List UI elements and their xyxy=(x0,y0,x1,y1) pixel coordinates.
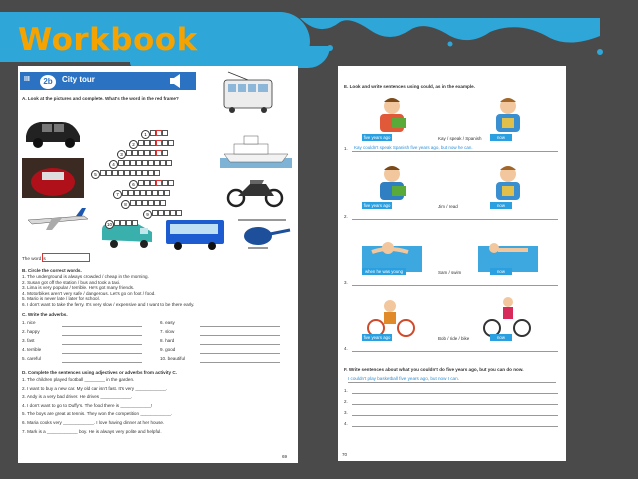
prompt-words: Sam / swim xyxy=(438,270,462,275)
answer-line[interactable] xyxy=(352,393,558,394)
child-illustration xyxy=(362,162,422,206)
answer-line[interactable] xyxy=(352,151,558,152)
prompt-words: Bob / ride / bike xyxy=(438,336,470,341)
boy-illustration xyxy=(478,162,538,206)
crossword-cell[interactable] xyxy=(168,140,174,146)
workbook-page-right xyxy=(338,66,566,461)
example-answer: Kay couldn't speak Spanish five years ago, but now he can. xyxy=(354,145,473,150)
answer-line[interactable] xyxy=(352,351,558,352)
time-label-right: now xyxy=(490,134,512,141)
exercise-d-item: 5. The boys are great at tennis. They won the competition ____________. xyxy=(22,411,173,417)
time-label-left: five years ago xyxy=(363,203,391,208)
unit-marker: III xyxy=(24,76,30,83)
answer-line[interactable] xyxy=(352,415,558,416)
crossword-cell[interactable] xyxy=(162,150,168,156)
answer-line[interactable] xyxy=(200,353,280,354)
exercise-f-example: I couldn't play basketball five years ago, but now I can. xyxy=(348,376,459,381)
child-illustration xyxy=(362,94,422,138)
exercise-c-word: 9. good xyxy=(160,347,176,352)
exercise-c-instruction: C. Write the adverbs. xyxy=(22,312,68,317)
crossword-grid xyxy=(18,66,298,266)
time-label-left: when he was young xyxy=(362,268,406,275)
exercise-d-item: 3. Andy is a very bad driver. He drives ____________. xyxy=(22,394,133,400)
answer-line[interactable] xyxy=(200,362,280,363)
answer-line[interactable] xyxy=(352,285,558,286)
time-label-right: now xyxy=(490,268,512,275)
exercise-c-word: 3. fast xyxy=(22,338,35,343)
answer-number: 2. xyxy=(344,214,348,219)
answer-line[interactable] xyxy=(62,344,142,345)
swimming-boy-illustration xyxy=(478,228,538,272)
time-label-right: now xyxy=(490,202,512,209)
exercise-b-item: 6. I don't want to take the ferry. It's very slow / expensive and I want to be there early. xyxy=(22,301,195,307)
prompt-words: Jim / read xyxy=(438,204,458,209)
answer-line[interactable] xyxy=(62,353,142,354)
crossword-cell[interactable] xyxy=(162,130,168,136)
exercise-c-word: 10. beautiful xyxy=(160,356,186,361)
exercise-f-number: 1. xyxy=(344,388,348,393)
answer-line[interactable] xyxy=(352,219,558,220)
workbook-page-left xyxy=(18,66,298,463)
exercise-b-item: 2. Susan got off the station / bus and took a taxi. xyxy=(22,279,121,285)
answer-line[interactable] xyxy=(200,344,280,345)
crossword-cell[interactable] xyxy=(160,200,166,206)
crossword-clue-number: 10 xyxy=(106,221,112,227)
exercise-d-item: 7. Mark is a ____________ boy. He is always very polite and helpful. xyxy=(22,428,162,434)
exercise-b-list xyxy=(22,274,194,308)
exercise-b-instruction: B. Circle the correct words. xyxy=(22,268,82,273)
crossword-clue-number: 9 xyxy=(143,210,152,219)
page-number-left: 69 xyxy=(282,454,288,459)
crossword-clue-number: 6 xyxy=(129,180,138,189)
exercise-d-item: 4. I don't want to go to Duffy's. The food there is ____________! xyxy=(22,402,153,408)
answer-line[interactable] xyxy=(200,326,280,327)
exercise-b-item: 1. The underground is always crowded / cheap in the morning. xyxy=(22,274,149,279)
exercise-a-instruction: A. Look at the pictures and complete. What's the word in the red frame? xyxy=(22,96,179,101)
exercise-f-instruction: F. Write sentences about what you couldn't do five years ago, but you can do now. xyxy=(344,367,524,372)
swimming-child-illustration xyxy=(362,228,422,272)
exercise-d-list xyxy=(22,377,172,437)
title-bar xyxy=(0,0,638,70)
crossword-cell[interactable] xyxy=(176,210,182,216)
answer-number: 1. xyxy=(344,146,348,151)
exercise-d-instruction: D. Complete the sentences using adjectives or adverbs from activity C. xyxy=(22,370,177,375)
answer-line[interactable] xyxy=(352,426,558,427)
falling-off-bike-illustration xyxy=(362,294,422,338)
crossword-cell[interactable] xyxy=(132,220,138,226)
answer-line[interactable] xyxy=(352,404,558,405)
exercise-d-item: 2. I want to buy a new car. My old car isn't fast. It's very ____________. xyxy=(22,385,168,391)
crossword-cell[interactable] xyxy=(166,160,172,166)
exercise-d-item: 1. The children played football ________ in the garden. xyxy=(22,377,135,382)
exercise-c-word: 5. careful xyxy=(22,356,41,361)
word-is-label: The word is xyxy=(22,256,46,261)
crossword-clue-number: 1 xyxy=(141,130,150,139)
crossword-clue-number: 2 xyxy=(129,140,138,149)
exercise-d-item: 6. Maria cooks very ____________. I love having dinner at her house. xyxy=(22,419,165,425)
crossword-cell[interactable] xyxy=(154,170,160,176)
exercise-b-item: 4. Motorbikes aren't very safe / dangerous. Let's go on foot / food. xyxy=(22,290,156,296)
exercise-b-item: 5. Mario is never late / later for school. xyxy=(22,296,100,302)
exercise-c-word: 2. happy xyxy=(22,329,40,334)
crossword-clue-number: 4 xyxy=(109,160,118,169)
answer-number: 3. xyxy=(344,280,348,285)
red-frame-answer-box[interactable] xyxy=(42,253,90,262)
time-label-right: now xyxy=(490,334,512,341)
page-number-right: 70 xyxy=(342,452,348,457)
exercise-b-item: 3. Lima is very popular / terrible. He's got many friends. xyxy=(22,285,135,291)
exercise-f-number: 4. xyxy=(344,421,348,426)
unit-title: City tour xyxy=(62,75,95,84)
exercise-e-instruction: E. Look and write sentences using could, as in the example. xyxy=(344,84,475,89)
exercise-e-rows xyxy=(338,66,566,366)
exercise-c-word: 7. slow xyxy=(160,329,175,334)
crossword-cell[interactable] xyxy=(164,190,170,196)
exercise-c-word: 6. easy xyxy=(160,320,175,325)
crossword-clue-number: 3 xyxy=(117,150,126,159)
slide-title: Workbook xyxy=(18,22,198,58)
time-label-left: five years ago xyxy=(363,135,391,140)
riding-bike-illustration xyxy=(478,294,538,338)
boy-illustration xyxy=(478,94,538,138)
answer-line[interactable] xyxy=(200,335,280,336)
exercise-c-word: 4. terrible xyxy=(22,347,42,352)
answer-number: 4. xyxy=(344,346,348,351)
exercise-f-number: 3. xyxy=(344,410,348,415)
time-label-left: five years ago xyxy=(363,335,391,340)
exercise-f-number: 2. xyxy=(344,399,348,404)
answer-line[interactable] xyxy=(62,326,142,327)
crossword-clue-number: 7 xyxy=(113,190,122,199)
answer-line[interactable] xyxy=(62,335,142,336)
exercise-c-word: 8. hard xyxy=(160,338,175,343)
exercise-c-word: 1. nice xyxy=(22,320,36,325)
answer-line[interactable] xyxy=(62,362,142,363)
crossword-clue-number: 5 xyxy=(91,170,100,179)
crossword-cell[interactable] xyxy=(168,180,174,186)
crossword-clue-number: 8 xyxy=(121,200,130,209)
prompt-words: Kay / speak / Spanish xyxy=(438,136,482,141)
exercise-f-example-line xyxy=(348,382,556,383)
unit-number-badge: 2b xyxy=(40,75,56,89)
